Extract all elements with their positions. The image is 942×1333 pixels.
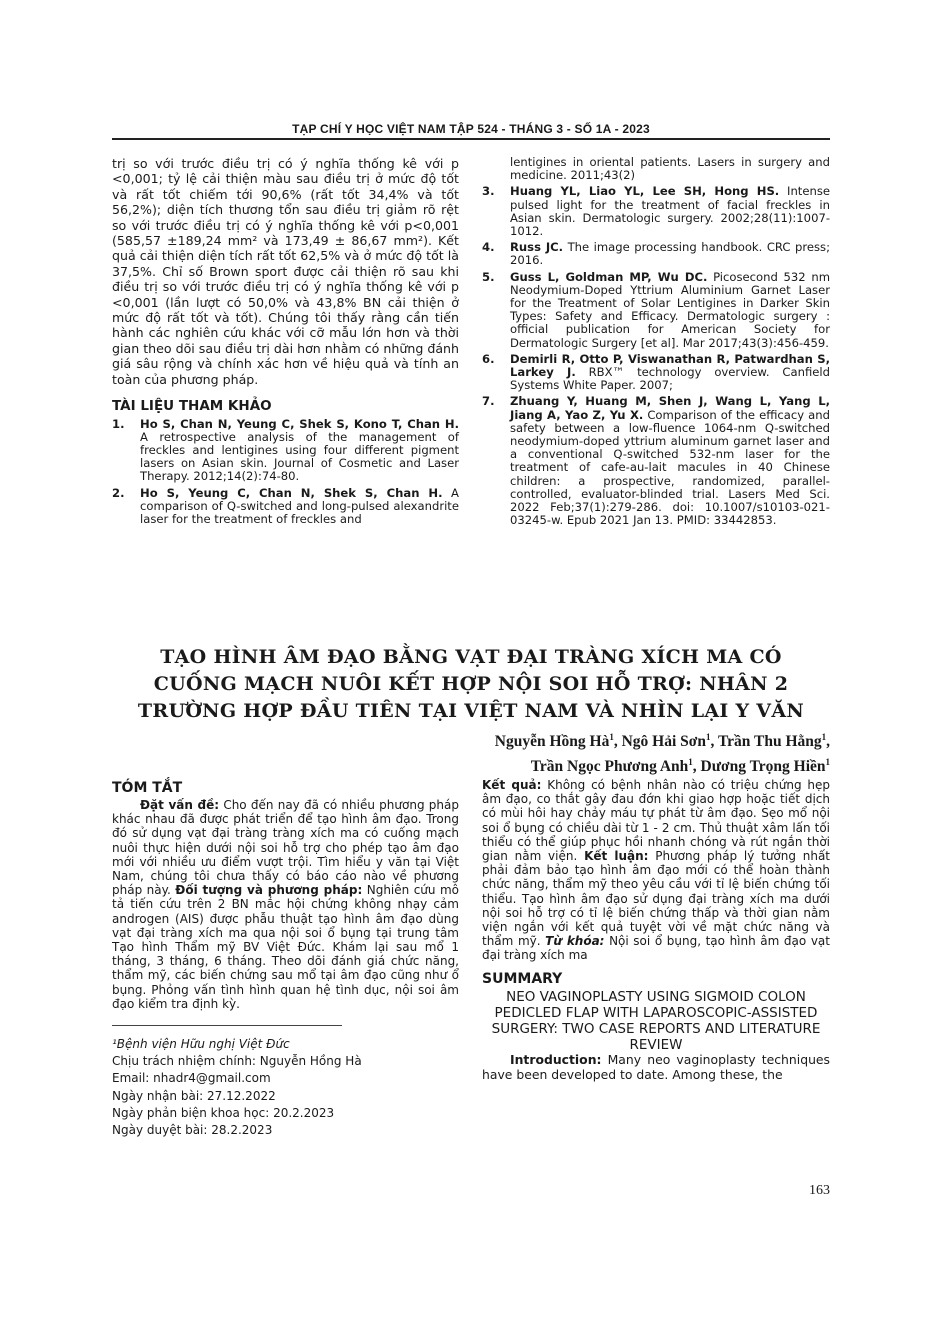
- author-line: [230, 727, 830, 752]
- reference-item: [112, 418, 459, 484]
- author-separator: ,: [826, 733, 830, 751]
- reference-item: [112, 487, 459, 527]
- prev-conclusion-text: trị so với trước điều trị có ý nghĩa thống kê với p <0,001; tỷ lệ cải thiện màu sau điều trị ở mức độ tốt và rất tốt chiếm tới 90,6% (rất tốt 34,4% và tốt 56,2%); diện tích thương tổn sau điều trị giảm rõ rệt so với trước điều trị có ý nghĩa thống kê với p<0,001 (585,57 ±189,24 mm² và 173,49 ± 86,67 mm²). Kết quả cải thiện diện tích rất tốt 62,5% và ở mức độ tốt là 37,5%. Chỉ số Brown sport được cải thiện rõ sau khi điều trị so với trước điều trị có ý nghĩa thống kê với p <0,001 (lần lượt có 50,0% và 43,8% BN cải thiện ở mức độ rất tốt và tốt). Chúng tôi thấy rằng cần tiến hành các nghiên cứu khác với cỡ mẫu lớn hơn và thời gian theo dõi sau điều trị dài hơn nhằm có những đánh giá sâu rộng và chính xác hơn về hiệu quả và tính an toàn của phương pháp.: [112, 156, 459, 387]
- reference-item: [482, 185, 830, 238]
- author-line: [230, 752, 830, 777]
- header-rule: [112, 138, 830, 140]
- reference-authors: Guss L, Goldman MP, Wu DC.: [510, 269, 708, 284]
- author-separator: ,: [710, 733, 718, 751]
- author-name: Nguyễn Hồng Hà: [494, 733, 610, 751]
- abstract-label-results: Kết quả:: [482, 778, 542, 792]
- author-affiliation-mark: 1: [609, 732, 614, 742]
- author-name: Ngô Hải Sơn: [621, 733, 706, 751]
- reference-item: [482, 353, 830, 393]
- abstract-text-conclusion: Phương pháp lý tưởng nhất phải đảm bảo tạo hình âm đạo mới có thể hoàn thành chức năng, thẩm mỹ theo yêu cầu với tỉ lệ biến chứng tối thiểu. Tạo hình âm đạo sử dụng đại tràng xích ma dưới nội soi hỗ trợ có tỉ lệ biến chứng thấp và thời gian nằm viện ngắn với kết quả tuyệt vời về mặt chức năng và thẩm mỹ.: [482, 849, 831, 949]
- reference-citation: RBX™ technology overview. Canfield Systems White Paper. 2007;: [510, 365, 830, 393]
- reference-item: [482, 271, 830, 350]
- references-list-right: [482, 185, 830, 527]
- reference-authors: Ho S, Yeung C, Chan N, Shek S, Chan H.: [140, 485, 443, 500]
- article-title: [112, 644, 830, 725]
- reference-text: [510, 185, 830, 238]
- summary-heading: SUMMARY: [482, 970, 563, 987]
- author-name: Dương Trọng Hiền: [700, 758, 826, 776]
- reference-citation: Intense pulsed light for the treatment of facial freckles in Asian skin. Dermatologic surgery. 2002;28(11):1007-1012.: [510, 184, 830, 239]
- abstract-body: [112, 798, 459, 1011]
- reference-citation: Picosecond 532 nm Neodymium-Doped Yttrium Aluminium Garnet Laser for the Treatment of Solar Lentigines in Darker Skin Types: Safety and Efficacy. Dermatologic surgery : official publication for American Society for Dermatologic Surgery [et al]. Mar 2017;43(3):456-459.: [510, 269, 830, 350]
- abstract-label-methods: Đối tượng và phương pháp:: [175, 883, 363, 898]
- summary-title: NEO VAGINOPLASTY USING SIGMOID COLON PEDICLED FLAP WITH LAPAROSCOPIC-ASSISTED SURGERY: TWO CASE REPORTS AND LITERATURE REVIEW: [491, 988, 821, 1054]
- corresponding-author: Chịu trách nhiệm chính: Nguyễn Hồng Hà: [112, 1054, 362, 1069]
- reference-authors: Demirli R, Otto P, Viswanathan R, Patwardhan S, Larkey J.: [510, 351, 830, 380]
- reference-text: [140, 487, 459, 527]
- author-affiliation-mark: 1: [821, 732, 827, 742]
- author-affiliation-mark: 1: [705, 732, 711, 742]
- abstract-text-methods: Nghiên cứu mô tả tiến cứu trên 2 BN mắc hội chứng không nhạy cảm androgen (AIS) được phẫu thuật tạo hình âm đạo dùng vạt đại tràng xích ma qua nội soi ổ bụng tại trung tâm Tạo hình Thẩm mỹ BV Việt Đức. Khám lại sau mổ 1 tháng, 3 tháng, 6 tháng. Theo dõi đánh giá chức năng, thẩm mỹ, các biến chứng sau mổ tại âm đạo cũng như ổ bụng. Phỏng vấn tình hình quan hệ tình dục, nội soi âm đạo kiểm tra định kỳ.: [112, 883, 460, 1011]
- author-list: [230, 727, 830, 777]
- abstract-label-conclusion: Kết luận:: [584, 849, 649, 864]
- summary-body: [482, 1053, 830, 1081]
- abstract-left-column: [112, 780, 459, 1011]
- author-name: Trần Ngọc Phương Anh: [530, 758, 689, 776]
- reference-number: 3.: [482, 184, 495, 199]
- reference-citation: A retrospective analysis of the management of freckles and lentigines using four different pigment lasers on Asian skin. Journal of Cosmetic and Laser Therapy. 2012;14(2):74-80.: [140, 429, 459, 484]
- title-line: TRƯỜNG HỢP ĐẦU TIÊN TẠI VIỆT NAM VÀ NHÌN LẠI Y VĂN: [137, 700, 805, 722]
- reference-authors: Huang YL, Liao YL, Lee SH, Hong HS.: [510, 184, 780, 199]
- reference-authors: Ho S, Chan N, Yeung C, Shek S, Kono T, Chan H.: [140, 416, 459, 431]
- reference-number: 6.: [482, 351, 495, 366]
- page-number: 163: [809, 1183, 830, 1198]
- abstract-heading: TÓM TẮT: [112, 780, 183, 796]
- reference-number: 4.: [482, 240, 495, 255]
- reference-number: 5.: [482, 269, 495, 284]
- summary-text: Many neo vaginoplasty techniques have been developed to date. Among these, the: [482, 1052, 830, 1082]
- reference-citation: Comparison of the efficacy and safety between a low-fluence 1064-nm Q-switched neodymium-doped yttrium aluminum garnet laser and a conventional Q-switched 532-nm laser for the treatment of cafe-au-lait macules in 40 Chinese children: a prospective, randomized, parallel-controlled, evaluator-blinded trial. Lasers Med Sci. 2022 Feb;37(1):279-286. doi: 10.1007/s10103-021-03245-w. Epub 2021 Jan 13. PMID: 33442853.: [510, 407, 830, 528]
- affiliation-footnote: ¹Bệnh viện Hữu nghị Việt Đức: [112, 1037, 290, 1051]
- reference-citation: The image processing handbook. CRC press; 2016.: [510, 240, 830, 268]
- author-affiliation-mark: 1: [688, 757, 693, 768]
- prev-article-right-column: [482, 156, 830, 530]
- prev-article-left-column: [112, 156, 459, 529]
- footnote-rule: [112, 1025, 342, 1026]
- references-heading: TÀI LIỆU THAM KHẢO: [112, 398, 272, 415]
- received-date: Ngày nhận bài: 27.12.2022: [112, 1088, 276, 1103]
- reference-number: 2.: [112, 485, 125, 500]
- abstract-label-background: Đặt vấn đề:: [140, 798, 220, 812]
- reference-text: [510, 353, 830, 393]
- reference-number: 1.: [112, 416, 125, 431]
- abstract-text-background: Cho đến nay đã có nhiều phương pháp khác nhau đã được phát triển để tạo hình âm đạo. Trong đó sử dụng vạt đại tràng tràng xích ma có cuống mạch nuôi thực hiện dưới nội soi hỗ trợ cho phép tạo âm đạo mới với nhiều ưu điểm vượt trội. Tìm hiểu y văn tại Việt Nam, chúng tôi chưa thấy có báo cáo nào về phương pháp này.: [112, 798, 459, 898]
- reference-number: 7.: [482, 394, 495, 409]
- author-separator: ,: [613, 733, 622, 751]
- journal-header: TẠP CHÍ Y HỌC VIỆT NAM TẬP 524 - THÁNG 3 - SỐ 1A - 2023: [292, 122, 650, 136]
- reference-authors: Russ JC.: [510, 240, 564, 255]
- abstract-right-column: [482, 778, 830, 1082]
- reference-text: [510, 395, 830, 527]
- summary-label-introduction: Introduction:: [510, 1052, 602, 1068]
- reference-item: [482, 395, 830, 527]
- email-footnote: Email: nhadr4@gmail.com: [112, 1071, 271, 1086]
- author-affiliation-mark: 1: [825, 757, 830, 768]
- reference-continuation: lentigines in oriental patients. Lasers in surgery and medicine. 2011;43(2): [510, 155, 830, 183]
- review-date: Ngày phản biện khoa học: 20.2.2023: [112, 1105, 335, 1120]
- author-separator: ,: [692, 758, 701, 776]
- footnotes: [112, 1036, 462, 1139]
- reference-item: [482, 241, 830, 267]
- abstract-text-results: Không có bệnh nhân nào có triệu chứng hẹp âm đạo, co thắt gây đau đớn khi giao hợp hoặc tiết dịch có mùi hôi hay chảy máu tự phát từ âm đạo. Sẹo mổ nội soi ổ bụng có chiều dài từ 1 - 2 cm. Thủ thuật xâm lấn tối thiểu có thể giúp phục hồi nhanh chóng và rút ngắn thời gian nằm viện.: [482, 778, 830, 864]
- title-line: TẠO HÌNH ÂM ĐẠO BẰNG VẠT ĐẠI TRÀNG XÍCH MA CÓ: [160, 646, 782, 668]
- author-name: Trần Thu Hằng: [717, 733, 822, 751]
- abstract-body-continued: [482, 778, 830, 963]
- references-list-left: [112, 418, 459, 527]
- reference-text: [140, 418, 459, 484]
- title-line: CUỐNG MẠCH NUÔI KẾT HỢP NỘI SOI HỖ TRỢ: NHÂN 2: [153, 673, 789, 695]
- reference-citation: A comparison of Q-switched and long-pulsed alexandrite laser for the treatment of freckles and: [140, 485, 459, 526]
- accepted-date: Ngày duyệt bài: 28.2.2023: [112, 1123, 273, 1138]
- keywords-label: Từ khóa:: [545, 934, 605, 949]
- reference-authors: Zhuang Y, Huang M, Shen J, Wang L, Yang L, Jiang A, Yao Z, Yu X.: [510, 394, 830, 422]
- reference-text: [510, 271, 830, 350]
- keywords-text: Nội soi ổ bụng, tạo hình âm đạo vạt đại tràng xích ma: [482, 934, 830, 963]
- reference-text: [510, 241, 830, 267]
